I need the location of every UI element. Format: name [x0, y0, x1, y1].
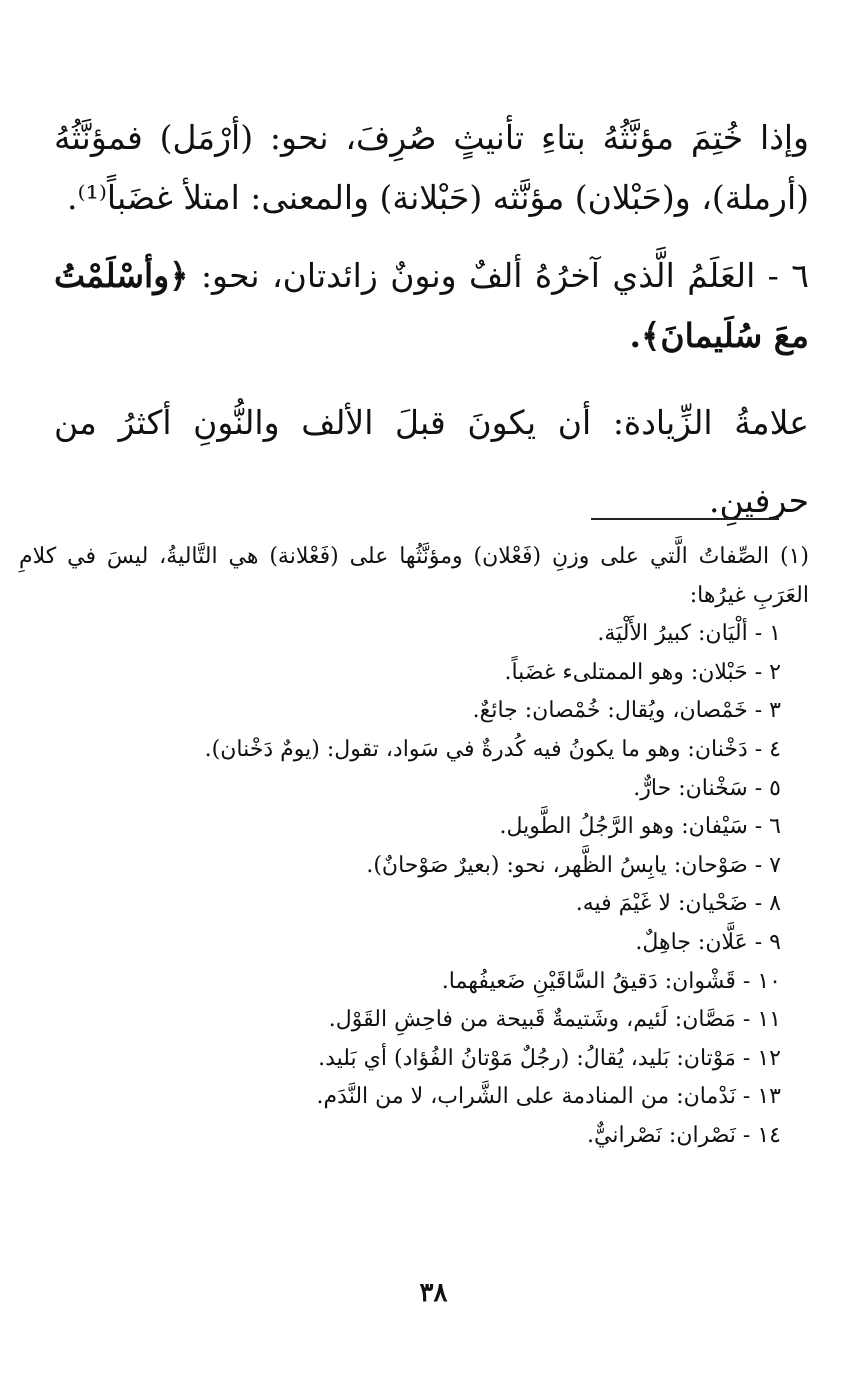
footnotes [19, 538, 809, 1156]
footnote-item: ١٣ - نَدْمان: من المنادمة على الشَّراب، لا من النَّدَم. [316, 1084, 781, 1110]
paragraph [54, 246, 809, 366]
footnote-item: ١٤ - نَصْران: نَصْرانيٌّ. [587, 1122, 781, 1148]
footnote-divider [591, 518, 779, 520]
footnote-item: ٦ - سَيْفان: وهو الرَّجُلُ الطَّويل. [499, 814, 781, 840]
footnote-item: ٢ - حَبْلان: وهو الممتلىء غضَباً. [504, 659, 781, 685]
footnote-item: ١١ - مَصَّان: لَئيم، وشَتيمةٌ قَبيحة من فاحِشِ القَوْل. [328, 1007, 781, 1033]
footnote-item: ١ - ألْيَان: كبيرُ الأَلْيَة. [597, 621, 781, 647]
footnote-item: ٤ - دَخْنان: وهو ما يكونُ فيه كُدرةٌ في سَواد، تقول: (يومٌ دَخْنان). [204, 736, 781, 762]
paragraph: علامةُ الزِّيادة: أن يكونَ قبلَ الألف والنُّونِ أكثرُ من حرفينِ. [54, 403, 809, 520]
footnote-item: ٨ - ضَحْيان: لا غَيْمَ فيه. [575, 891, 781, 917]
quran-verse: ﴿وأسْلَمْتُ معَ سُلَيمانَ﴾. [54, 256, 809, 355]
paragraph: وإذا خُتِمَ مؤنَّثُهُ بتاءِ تأنيثٍ صُرِفَ، نحو: (أرْمَل) فمؤنَّثُهُ (أرملة)، و(حَبْلان) مؤنَّثه (حَبْلانة) والمعنى: امتلأ غضَباً⁽¹⁾. [54, 118, 809, 217]
footnote-item: ١٠ - قَشْوان: دَقيقُ السَّاقَيْنِ ضَعيفُهما. [441, 968, 781, 994]
footnote-intro: (١) الصِّفاتُ الَّتي على وزنِ (فَعْلان) ومؤنَّثُها على (فَعْلانة) هي التَّاليةُ، ليسَ في كلامِ العَرَبِ غيرُها: [19, 544, 809, 608]
footnote-item: ١٢ - مَوْتان: بَليد، يُقالُ: (رجُلٌ مَوْتانُ الفُؤاد) أي بَليد. [318, 1045, 781, 1071]
main-text [54, 108, 809, 540]
footnote-item: ٥ - سَخْنان: حارٌّ. [633, 775, 781, 801]
page-number: ٣٨ [419, 1278, 448, 1308]
footnote-item: ٣ - خَمْصان، ويُقال: خُمْصان: جائعٌ. [472, 698, 781, 724]
paragraph-lead: ٦ - العَلَمُ الَّذي آخرُهُ ألفٌ ونونٌ زائدتان، نحو: [188, 256, 809, 295]
footnote-item: ٧ - صَوْحان: يابِسُ الظَّهر، نحو: (بعيرٌ صَوْحانٌ). [366, 852, 781, 878]
footnote-item: ٩ - عَلَّان: جاهِلٌ. [635, 929, 781, 955]
